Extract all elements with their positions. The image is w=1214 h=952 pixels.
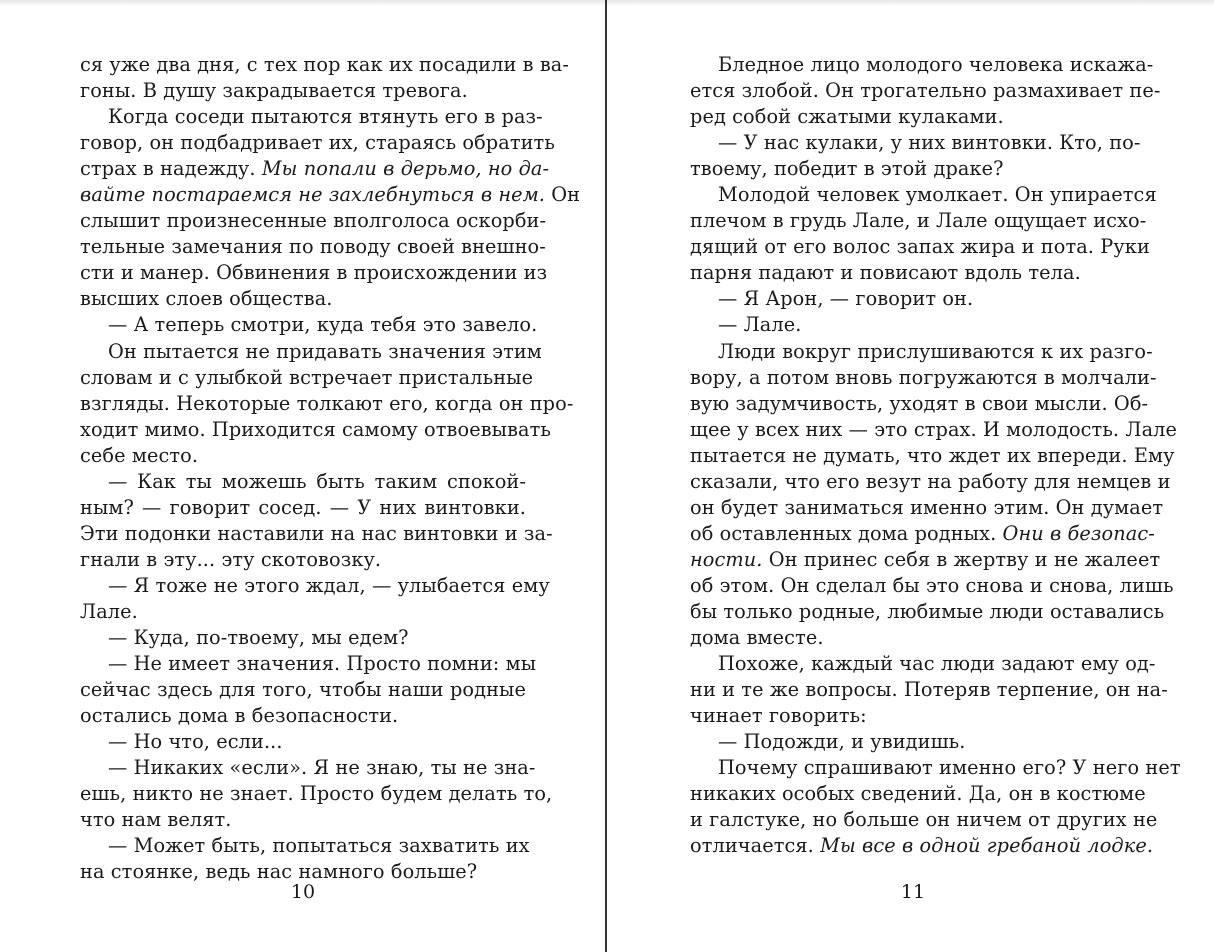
text-run: отличается. <box>690 834 821 858</box>
text-run: вору, а потом вновь погружаются в молчали- <box>690 365 1157 389</box>
text-run: гоны. В душу закрадывается тревога. <box>80 79 468 103</box>
text-line <box>80 234 546 260</box>
text-run: Он пытается не придавать значения этим <box>108 339 542 363</box>
text-run: сти и манер. Обвинения в происхождении из <box>80 261 548 285</box>
text-run: — Никаких «если». Я не знаю, ты не зна- <box>108 756 536 780</box>
text-line <box>690 208 1147 234</box>
italic-text-run: вайте постараемся не захлебнуться в нем. <box>80 183 546 207</box>
text-line <box>80 78 526 104</box>
text-run: бы только родные, любимые люди оставались <box>690 599 1165 623</box>
right-page <box>608 0 1214 952</box>
text-line <box>690 156 1136 182</box>
text-run: — Может быть, попытаться захватить их <box>108 834 530 858</box>
page-number: 10 <box>290 881 316 903</box>
text-run: что нам велят. <box>80 808 232 832</box>
text-line <box>690 625 1136 651</box>
text-line <box>690 234 1150 260</box>
text-line <box>80 703 526 729</box>
text-run: щее у всех них — это страх. И молодость. Лале <box>690 417 1178 441</box>
text-line <box>80 156 550 182</box>
left-page <box>0 0 606 952</box>
text-run: ся уже два дня, с тех пор как их посадили в ва- <box>80 53 569 76</box>
text-run: он будет заниматься именно этим. Он думает <box>690 495 1164 519</box>
text-run: ни и те же вопросы. Потеряв терпение, он на- <box>690 678 1168 702</box>
text-line <box>80 260 548 286</box>
text-run: гнали в эту... эту скотовозку. <box>80 547 382 571</box>
text-line <box>80 755 536 781</box>
text-run: парня падают и повисают вдоль тела. <box>690 261 1081 285</box>
text-line <box>80 286 526 312</box>
text-run: Люди вокруг прислушиваются к их разго- <box>718 339 1153 363</box>
text-line <box>80 443 526 469</box>
text-run: ным? — говорит сосед. — У них винтовки. <box>80 495 526 519</box>
text-run: Он принес себя в жертву и не жалеет <box>762 547 1161 571</box>
text-run: тельные замечания по поводу своей внешно- <box>80 235 546 259</box>
text-run: чинает говорить: <box>690 704 867 728</box>
page-number: 11 <box>900 881 926 903</box>
text-run: — А теперь смотри, куда тебя это завело. <box>108 313 538 337</box>
text-line <box>690 365 1157 391</box>
text-line <box>690 130 1141 156</box>
text-run: и галстуке, но больше он ничем от других не <box>690 808 1158 832</box>
text-line <box>80 104 543 130</box>
text-line <box>80 130 555 156</box>
text-run: об этом. Он сделал бы это снова и снова, лишь <box>690 573 1174 597</box>
text-run: высших слоев общества. <box>80 287 333 311</box>
text-line <box>80 781 553 807</box>
text-line <box>690 391 1149 417</box>
text-run: ется злобой. Он трогательно размахивает пе- <box>690 79 1161 103</box>
text-line <box>80 365 534 391</box>
text-line <box>690 182 1157 208</box>
text-line <box>690 260 1136 286</box>
text-run: — Я Арон, — говорит он. <box>718 287 974 311</box>
text-line <box>690 599 1165 625</box>
text-line <box>80 807 526 833</box>
text-run: — Я тоже не этого ждал, — улыбается ему <box>108 573 550 597</box>
text-run: Почему спрашивают именно его? У него нет <box>718 756 1181 780</box>
text-line <box>690 469 1171 495</box>
text-run: сказали, что его везут на работу для немцев и <box>690 469 1171 493</box>
text-run: Эти подонки наставили на нас винтовки и за- <box>80 521 553 545</box>
text-line <box>690 573 1174 599</box>
text-run: Похоже, каждый час люди задают ему од- <box>718 652 1156 676</box>
text-run: — Не имеет значения. Просто помни: мы <box>108 652 537 676</box>
text-line <box>690 312 1136 338</box>
text-line <box>690 443 1175 469</box>
text-run: — Но что, если... <box>108 730 283 754</box>
text-run: — Куда, по-твоему, мы едем? <box>108 626 409 650</box>
text-line <box>80 208 547 234</box>
text-run: — У нас кулаки, у них винтовки. Кто, по- <box>718 131 1141 155</box>
text-run: себе место. <box>80 443 199 467</box>
text-line <box>80 417 552 443</box>
text-line <box>690 703 1136 729</box>
text-run: — Подожди, и увидишь. <box>718 730 966 754</box>
right-page-text <box>690 52 1181 859</box>
text-run: об оставленных дома родных. <box>690 521 1003 545</box>
text-run: плечом в грудь Лале, и Лале ощущает исхо- <box>690 209 1147 233</box>
text-run: Когда соседи пытаются втянуть его в раз- <box>108 105 543 129</box>
text-line <box>690 286 1136 312</box>
text-run: ходит мимо. Приходится самому отвоевывать <box>80 417 552 441</box>
text-run: ешь, никто не знает. Просто будем делать то, <box>80 782 553 806</box>
text-line <box>80 729 526 755</box>
text-line <box>690 729 1136 755</box>
text-line <box>80 599 526 625</box>
text-line <box>80 182 581 208</box>
text-run: дящий от его волос запах жира и пота. Руки <box>690 235 1150 259</box>
left-page-text <box>80 52 581 886</box>
text-line <box>80 651 537 677</box>
italic-text-run: ности. <box>690 547 763 571</box>
text-line <box>80 391 574 417</box>
italic-text-run: Мы все в одной гребаной лодке. <box>820 834 1154 858</box>
text-run: Он <box>545 183 581 207</box>
text-line <box>690 547 1161 573</box>
text-run: пытается не думать, что ждет их впереди. Ему <box>690 443 1175 467</box>
text-line <box>690 755 1181 781</box>
text-line <box>80 495 526 521</box>
text-run: — Как ты можешь быть таким спокой- <box>108 469 526 493</box>
text-line <box>690 833 1154 859</box>
text-run: твоему, победит в этой драке? <box>690 157 1004 181</box>
gutter-divider <box>605 0 607 952</box>
text-line <box>80 677 526 703</box>
italic-text-run: Мы попали в дерьмо, но да- <box>261 157 550 181</box>
text-run: Молодой человек умолкает. Он упирается <box>718 183 1157 207</box>
italic-text-run: Они в безопас- <box>1002 521 1155 545</box>
text-line <box>80 625 526 651</box>
text-run: Бледное лицо молодого человека искажа- <box>718 53 1154 76</box>
text-line <box>690 677 1168 703</box>
text-run: Лале. <box>80 599 138 623</box>
text-run: сейчас здесь для того, чтобы наши родные <box>80 678 526 702</box>
text-run: взгляды. Некоторые толкают его, когда он про- <box>80 391 574 415</box>
text-line <box>690 417 1178 443</box>
text-line <box>690 104 1136 130</box>
text-run: дома вместе. <box>690 626 824 650</box>
text-line <box>80 833 530 859</box>
text-run: слышит произнесенные вполголоса оскорби- <box>80 209 547 233</box>
text-run: словам и с улыбкой встречает пристальные <box>80 365 534 389</box>
text-line <box>80 312 538 338</box>
text-line <box>690 52 1154 78</box>
text-run: остались дома в безопасности. <box>80 704 399 728</box>
text-run: на стоянке, ведь нас намного больше? <box>80 860 478 884</box>
text-line <box>690 78 1161 104</box>
text-line <box>80 469 526 495</box>
text-line <box>80 547 526 573</box>
text-run: страх в надежду. <box>80 157 262 181</box>
text-line <box>690 651 1156 677</box>
text-run: вую задумчивость, уходят в свои мысли. Об- <box>690 391 1149 415</box>
text-line <box>80 573 550 599</box>
text-line <box>690 807 1158 833</box>
text-line <box>690 781 1146 807</box>
text-run: — Лале. <box>718 313 802 337</box>
text-line <box>690 521 1155 547</box>
text-run: говор, он подбадривает их, стараясь обратить <box>80 131 555 155</box>
text-line <box>80 521 553 547</box>
text-line <box>690 339 1153 365</box>
text-line <box>80 339 542 365</box>
text-line <box>690 495 1164 521</box>
text-line <box>80 52 569 78</box>
text-run: никаких особых сведений. Да, он в костюме <box>690 782 1146 806</box>
text-run: ред собой сжатыми кулаками. <box>690 105 1004 129</box>
